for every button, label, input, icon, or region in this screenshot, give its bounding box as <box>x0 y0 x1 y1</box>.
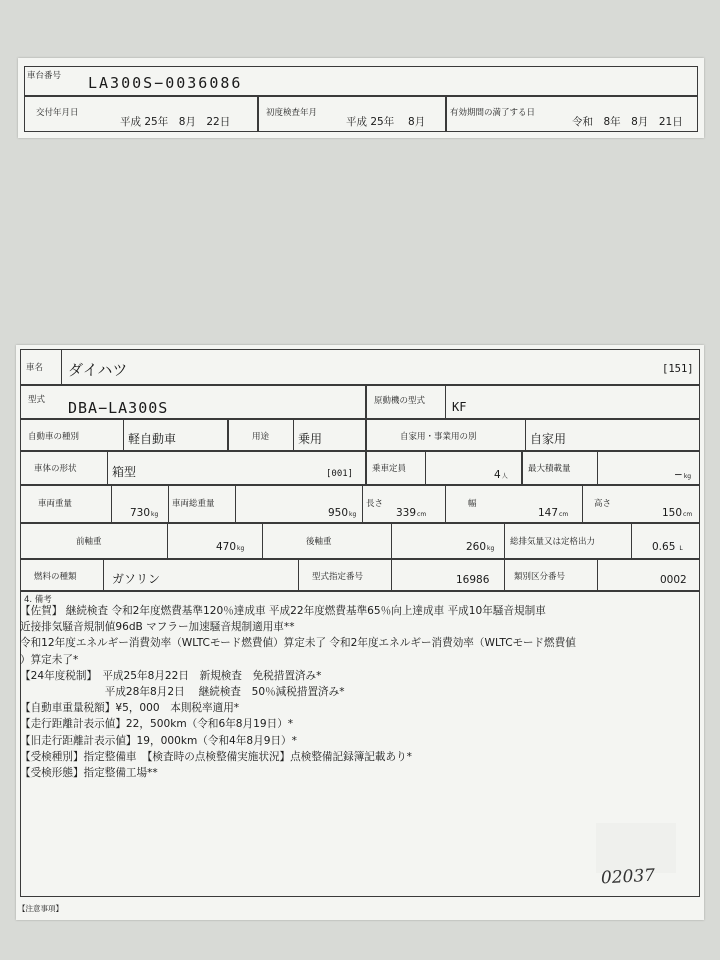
classification-value: 0002 <box>660 574 687 586</box>
gross-weight-number: 950 <box>328 507 349 519</box>
max-load-label: 最大積載量 <box>528 464 571 474</box>
remarks-line: 平成28年8月2日 継続検査 50％減税措置済み* <box>20 686 345 699</box>
classification-label: 類別区分番号 <box>514 572 566 582</box>
capacity-value <box>494 469 508 481</box>
remarks-line: 【旧走行距離計表示値】19，000km（令和4年8月9日）* <box>20 734 297 747</box>
type-designation-value: 16986 <box>456 574 490 586</box>
vehicle-details-sheet <box>16 345 704 920</box>
displacement-label: 総排気量又は定格出力 <box>510 537 596 547</box>
use-value: 乗用 <box>298 432 323 446</box>
fuel-type-value: ガソリン <box>112 572 161 586</box>
private-business-label: 自家用・事業用の別 <box>400 432 477 442</box>
model-label: 型式 <box>28 395 46 405</box>
remarks-line: 【受検形態】指定整備工場** <box>20 767 158 780</box>
gross-weight-label: 車両総重量 <box>172 499 215 509</box>
body-shape-value: 箱型 <box>112 465 137 479</box>
length-value <box>396 507 426 519</box>
vehicle-kind-value: 軽自動車 <box>128 432 177 446</box>
body-shape-code: [001] <box>326 469 354 479</box>
model-value: DBA−LA300S <box>68 399 169 417</box>
expiry-date-label: 有効期間の満了する日 <box>450 108 536 118</box>
height-unit: cm <box>683 511 693 518</box>
gross-weight-value <box>328 507 356 519</box>
height-number: 150 <box>662 507 683 519</box>
length-label: 長さ <box>366 499 384 509</box>
displacement-value <box>652 541 683 553</box>
faint-stamp-mark <box>596 823 676 873</box>
capacity-number: 4 <box>494 469 501 481</box>
height-value <box>662 507 692 519</box>
displacement-unit: L <box>679 545 683 552</box>
remarks-line: 【自動車重量税額】¥5，000 本則税率適用* <box>20 702 240 715</box>
vehicle-weight-value <box>130 507 158 519</box>
certificate-header-sheet <box>18 58 704 138</box>
issue-date-value: 平成 25年 8月 22日 <box>120 116 231 128</box>
remarks-line: 【受検種別】指定整備車 【検査時の点検整備実施状況】点検整備記録簿記載あり* <box>20 750 412 763</box>
type-designation-label: 型式指定番号 <box>312 572 364 582</box>
remarks-line: 近接排気騒音規制値96dB マフラー加速騒音規制適用車** <box>20 621 295 634</box>
front-axle-unit: kg <box>237 545 245 552</box>
first-registration-value: 平成 25年 8月 <box>346 116 426 128</box>
capacity-unit: 人 <box>501 473 508 480</box>
vehicle-weight-number: 730 <box>130 507 151 519</box>
remarks-heading: 4. 備考 <box>24 595 52 605</box>
vehicle-name-code: [151] <box>662 363 694 375</box>
height-label: 高さ <box>594 499 612 509</box>
displacement-number: 0.65 <box>652 541 676 553</box>
max-load-unit: kg <box>683 473 692 480</box>
chassis-number-label: 車台番号 <box>27 71 62 81</box>
vehicle-weight-label: 車両重量 <box>38 499 73 509</box>
remarks-line: 【24年度税制】 平成25年8月22日 新規検査 免税措置済み* <box>20 669 322 682</box>
rear-axle-number: 260 <box>466 541 487 553</box>
max-load-value <box>674 469 691 481</box>
capacity-label: 乗車定員 <box>372 464 407 474</box>
width-unit: cm <box>559 511 569 518</box>
expiry-date-value: 令和 8年 8月 21日 <box>572 116 683 128</box>
rear-axle-label: 後軸重 <box>306 537 332 547</box>
handwritten-number: 02037 <box>600 865 656 889</box>
vehicle-weight-unit: kg <box>151 511 159 518</box>
body-shape-label: 車体の形状 <box>34 464 77 474</box>
width-label: 幅 <box>468 499 477 509</box>
remarks-line: 【走行距離計表示値】22，500km（令和6年8月19日）* <box>20 718 294 731</box>
private-business-value: 自家用 <box>530 432 567 446</box>
width-value <box>538 507 568 519</box>
front-axle-label: 前軸重 <box>76 537 102 547</box>
remarks-line: 【佐賀】 継続検査 令和2年度燃費基準120％達成車 平成22年度燃費基準65％向上達成車 平成10年騒音規制車 <box>20 605 546 617</box>
remarks-line: ）算定未了* <box>20 653 79 666</box>
max-load-number: − <box>674 469 683 481</box>
front-axle-number: 470 <box>216 541 237 553</box>
engine-model-label: 原動機の型式 <box>374 396 426 406</box>
rear-axle-unit: kg <box>487 545 495 552</box>
use-label: 用途 <box>252 432 270 442</box>
first-registration-label: 初度検査年月 <box>266 108 318 118</box>
length-unit: cm <box>417 511 427 518</box>
length-number: 339 <box>396 507 417 519</box>
remarks-line: 令和12年度エネルギー消費効率（WLTCモード燃費値）算定未了 令和2年度エネルギー消費効率（WLTCモード燃費値 <box>20 637 576 650</box>
notes-footer-label: 【注意事項】 <box>18 904 63 913</box>
vehicle-name-value: ダイハツ <box>68 361 128 379</box>
vehicle-name-label: 車名 <box>26 363 44 373</box>
front-axle-value <box>216 541 244 553</box>
chassis-number-value: LA300S−0036086 <box>88 74 243 92</box>
rear-axle-value <box>466 541 494 553</box>
issue-date-label: 交付年月日 <box>36 108 79 118</box>
engine-model-value: KF <box>452 400 467 414</box>
height-label-cell <box>582 485 583 523</box>
gross-weight-unit: kg <box>349 511 357 518</box>
remarks-text <box>20 603 700 781</box>
vehicle-kind-label: 自動車の種別 <box>28 432 80 442</box>
width-number: 147 <box>538 507 559 519</box>
fuel-type-label: 燃料の種類 <box>34 572 77 582</box>
